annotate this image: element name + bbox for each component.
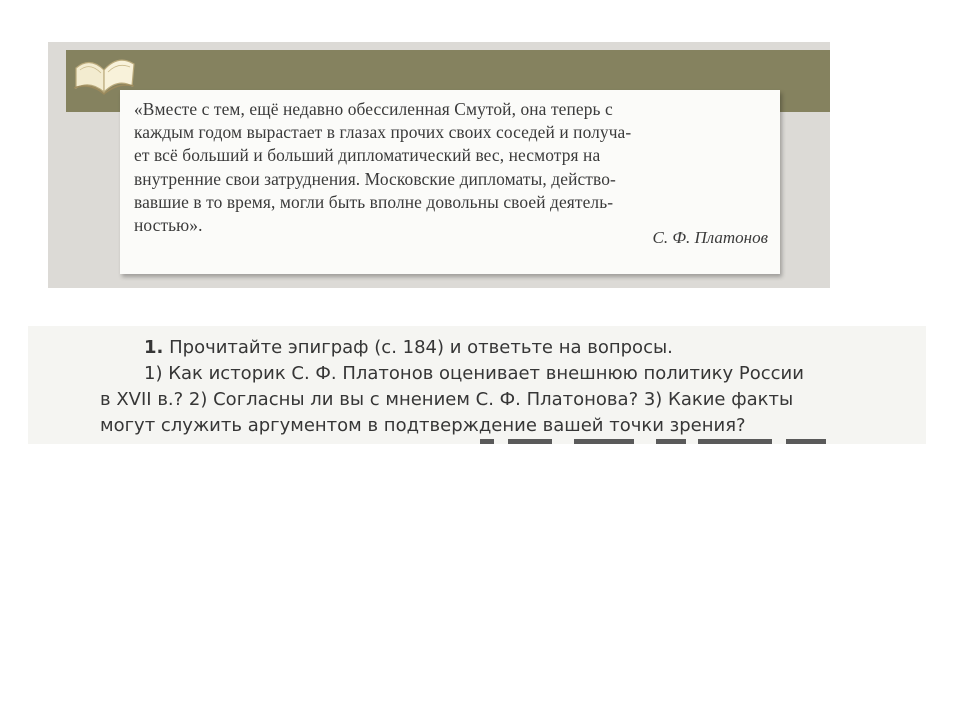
task-line [100,361,908,387]
quote-line: вавшие в то время, могли быть вполне довольны своей деятель- [134,191,614,212]
epigraph-author: С. Ф. Платонов [652,228,768,247]
task-instruction: Прочитайте эпиграф (с. 184) и ответьте на вопросы. [169,337,673,358]
quote-line: ет всё больший и больший дипломатический вес, несмотря на [134,145,601,166]
epigraph-card [120,90,780,274]
cropped-text-remnant [480,439,840,444]
epigraph-scan [48,42,830,288]
task-line: в XVII в.? 2) Согласны ли вы с мнением С. Ф. Платонова? 3) Какие факты [100,389,794,410]
quote-line: «Вместе с тем, ещё недавно обессиленная Смутой, она теперь с [134,99,613,119]
task-number: 1. [144,337,164,358]
task-line: могут служить аргументом в подтверждение вашей точки зрения? [100,415,746,436]
task-text [100,335,908,439]
quote-line: внутренние свои затруднения. Московские дипломаты, действо- [134,168,616,189]
quote-line: каждым годом вырастает в глазах прочих своих соседей и получа- [134,122,632,143]
task-line [100,335,908,361]
epigraph-quote [134,98,770,237]
quote-line: ностью». [134,215,203,236]
task-scan [28,326,926,444]
task-question: 1) Как историк С. Ф. Платонов оценивает внешнюю политику России [144,363,804,384]
